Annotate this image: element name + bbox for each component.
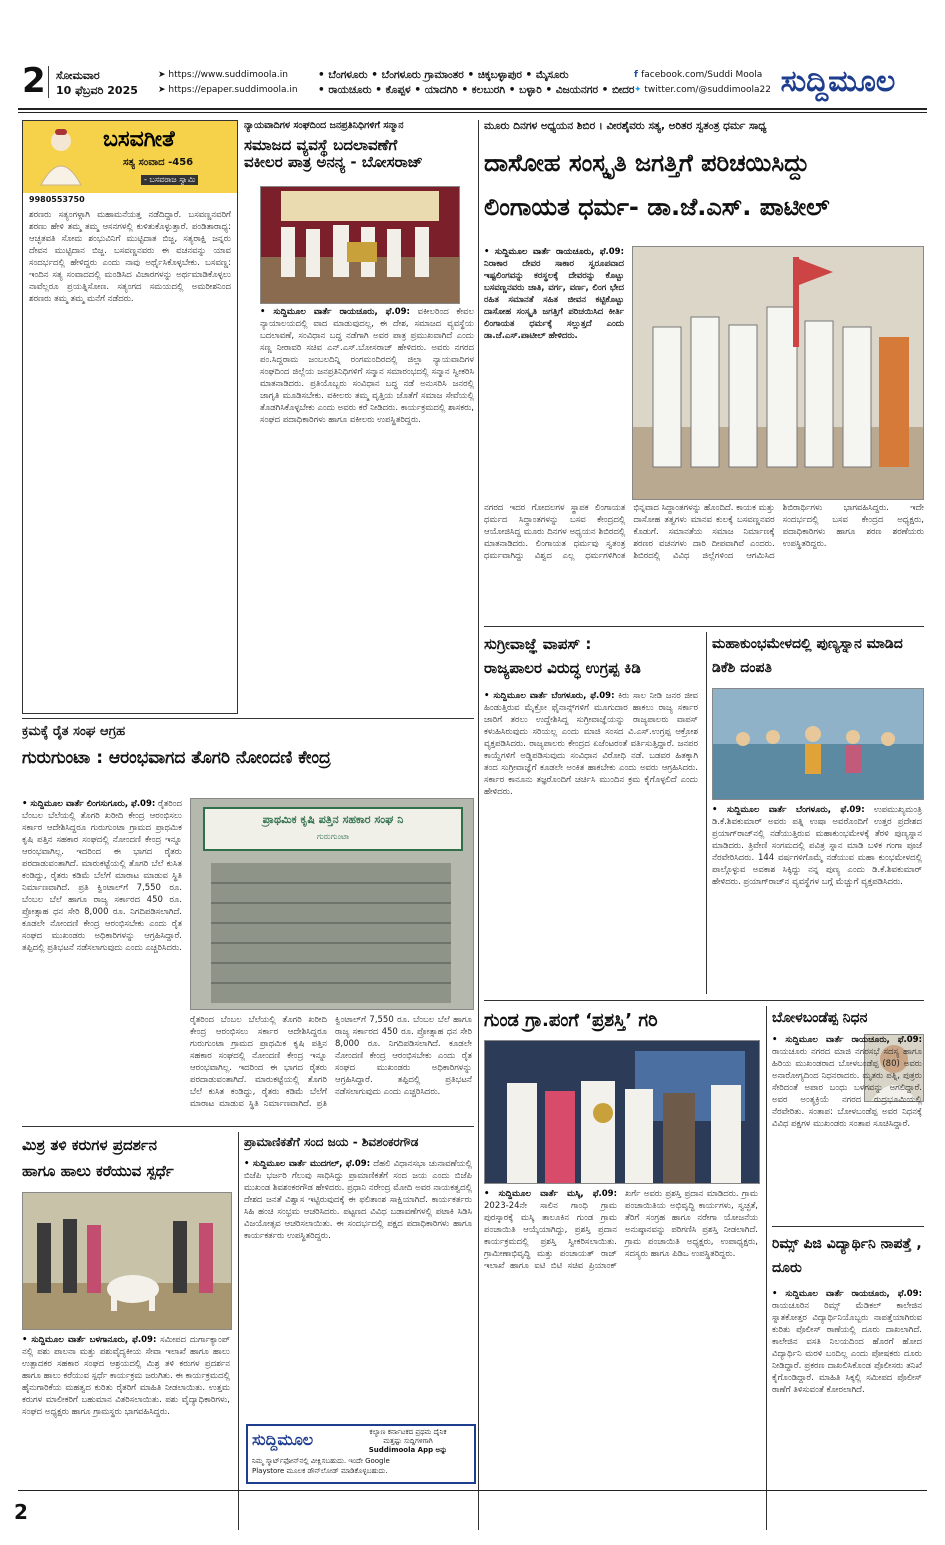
city-row-2: • ರಾಯಚೂರು • ಕೊಪ್ಪಳ • ಯಾದಗಿರಿ • ಕಲಬುರಗಿ • ಬಳ್ಳಾರಿ • ವಿಜಯನಗರ • ಬೀದರ <box>318 84 635 96</box>
article-body: • ಸುದ್ದಿಮೂಲ ವಾರ್ತೆ ರಾಯಚೂರು, ಫೆ.09: ವಕೀಲರಿಂದ ಕೇವಲ ನ್ಯಾಯಾಲಯದಲ್ಲಿ ವಾದ ಮಾಡುವುದಲ್ಲ, ಈ ದೇಶ, ಸಮಾಜದ ವ್ಯವಸ್ಥೆಯ ಬದಲಾವಣೆ, ಸಂವಿಧಾನ ಬದ್ಧ ನಡೆಗಾಗಿ ಅವರ ಪಾತ್ರ ಪ್ರಮುಖವಾಗಿದೆ ಎಂದು ಸಣ್ಣ ನೀರಾವರಿ ಸಚಿವ ಎನ್.ಎಸ್.ಬೋಸರಾಜ್ ಹೇಳಿದರು. ಅವರು ನಗರದ ಪಂ.ಸಿದ್ದರಾಮ ಜಂಬಲದಿನ್ನಿ ರಂಗಮಂದಿರದಲ್ಲಿ ಜಿಲ್ಲಾ ನ್ಯಾಯವಾದಿಗಳ ಸಂಘದಿಂದ ಜಿಲ್ಲೆಯ ಜನಪ್ರತಿನಿಧಿಗಳಿಗೆ ಸನ್ಮಾನ ಸಮಾರಂಭದಲ್ಲಿ ಸನ್ಮಾನ ಸ್ವೀಕರಿಸಿ ಮಾತನಾಡಿದರು. ಪ್ರತಿಯೊಬ್ಬರು ಸಂವಿಧಾನ ಬದ್ಧ ನಡೆ ಅನುಸರಿಸಿ ಜನರಲ್ಲಿ ಜಾಗೃತಿ ಮೂಡಿಸಬೇಕು. ವಕೀಲರು ತಮ್ಮ ವೃತ್ತಿಯ ಜೊತೆಗೆ ಸಮಾಜ ಸೇವೆಯಲ್ಲಿ ತೊಡಗಿಸಿಕೊಳ್ಳಬೇಕು ಎಂದು ಅವರು ಕರೆ ನೀಡಿದರು. ಕಾರ್ಯಕ್ರಮದಲ್ಲಿ ಶಾಸಕರು, ಸಂಘದ ಪದಾಧಿಕಾರಿಗಳು ಹಾಗೂ ವಕೀಲರು ಉಪಸ್ಥಿತರಿದ್ದರು. <box>260 307 474 425</box>
article-body: • ಸುದ್ದಿಮೂಲ ವಾರ್ತೆ ಬಳಗಾನೂರು, ಫೆ.09: ಸಮೀಪದ ದುರ್ಗಾಕ್ಯಾಂಪ್ ನಲ್ಲಿ ಪಶು ಪಾಲನಾ ಮತ್ತು ಪಶುವೈದ್ಯಕೀಯ ಸೇವಾ ಇಲಾಖೆ ಹಾಗೂ ಹಾಲು ಉತ್ಪಾದಕರ ಸಹಕಾರ ಸಂಘದ ಆಶ್ರಯದಲ್ಲಿ ಮಿಶ್ರ ತಳಿ ಕರುಗಳ ಪ್ರದರ್ಶನ ಹಾಗೂ ಹಾಲು ಕರೆಯುವ ಸ್ಪರ್ಧೆ ಕಾರ್ಯಕ್ರಮ ಜರುಗಿತು. ಈ ಕಾರ್ಯಕ್ರಮದಲ್ಲಿ ಹೈನುಗಾರಿಕೆಯ ಮಹತ್ವದ ಕುರಿತು ರೈತರಿಗೆ ಮಾಹಿತಿ ನೀಡಲಾಯಿತು. ಉತ್ತಮ ಕರುಗಳ ಮಾಲೀಕರಿಗೆ ಬಹುಮಾನ ವಿತರಿಸಲಾಯಿತು. ಪಶು ವೈದ್ಯಾಧಿಕಾರಿಗಳು, ಸಂಘದ ಅಧ್ಯಕ್ಷರು ಹಾಗೂ ಗ್ರಾಮಸ್ಥರು ಭಾಗವಹಿಸಿದ್ದರು. <box>22 1335 230 1417</box>
article-bose <box>244 120 474 712</box>
app-promo-ad[interactable] <box>246 1424 476 1484</box>
author-phone: 9980553750 <box>29 195 85 204</box>
photo-calf-show <box>22 1192 232 1330</box>
column-title: ಬಸವಗೀತೆ <box>103 127 175 152</box>
dateline: • ಸುದ್ದಿಮೂಲ ವಾರ್ತೆ <box>484 1189 558 1199</box>
article-body: • ಸುದ್ದಿಮೂಲ ವಾರ್ತೆ ಬೆಂಗಳೂರು, ಫೆ.09: ಉಪಮುಖ್ಯಮಂತ್ರಿ ಡಿ.ಕೆ.ಶಿವಕುಮಾರ್ ಅವರು ಪತ್ನಿ ಉಷಾ ಅವರೊಂದಿಗೆ ಉತ್ತರ ಪ್ರದೇಶದ ಪ್ರಯಾಗ್‌ರಾಜ್‌ನಲ್ಲಿ ನಡೆಯುತ್ತಿರುವ ಮಹಾಕುಂಭಮೇಳಕ್ಕೆ ತೆರಳಿ ಪುಣ್ಯಸ್ನಾನ ಮಾಡಿದರು. ತ್ರಿವೇಣಿ ಸಂಗಮದಲ್ಲಿ ಪವಿತ್ರ ಸ್ನಾನ ಮಾಡಿ ಬಳಿಕ ಗಂಗಾ ಪೂಜೆ ನೆರವೇರಿಸಿದರು. 144 ವರ್ಷಗಳಿಗೊಮ್ಮೆ ನಡೆಯುವ ಮಹಾ ಕುಂಭಮೇಳದಲ್ಲಿ ಪಾಲ್ಗೊಳ್ಳುವ ಅವಕಾಶ ಸಿಕ್ಕಿದ್ದು ನನ್ನ ಪುಣ್ಯ ಎಂದು ಡಿ.ಕೆ.ಶಿವಕುಮಾರ್ ಹೇಳಿದರು. ಪ್ರಯಾಗ್‌ರಾಜ್‌ನ ವ್ಯವಸ್ಥೆಗಳ ಬಗ್ಗೆ ಮೆಚ್ಚುಗೆ ವ್ಯಕ್ತಪಡಿಸಿದರು. <box>712 805 922 887</box>
society-board: ಪ್ರಾಥಮಿಕ ಕೃಷಿ ಪತ್ತಿನ ಸಹಕಾರ ಸಂಘ ನಿ ಗುರುಗುಂಟಾ <box>203 807 463 851</box>
ad-footer: ನಿಮ್ಮ ಸ್ಮಾರ್ಟ್‌ಫೋನ್‌ನಲ್ಲಿ ವೀಕ್ಷಿಸಬಹುದು. ಇಂದೇ Google Playstore ಮೂಲಕ ಡೌನ್‌ಲೋಡ್ ಮಾಡಿಕೊಳ್ಳಬಹುದು. <box>252 1457 390 1475</box>
dateline: • ಸುದ್ದಿಮೂಲ ವಾರ್ತೆ <box>772 1035 844 1045</box>
article-body-continued: ರೈತರಿಂದ ಬೆಂಬಲ ಬೆಲೆಯಲ್ಲಿ ತೊಗರಿ ಖರೀದಿ ಕೇಂದ್ರ ಆರಂಭಿಸಲು ಸರ್ಕಾರ ಆದೇಶಿಸಿದ್ದರೂ ಗುರುಗುಂಟಾ ಗ್ರಾಮದ ಪ್ರಾಥಮಿಕ ಕೃಷಿ ಪತ್ತಿನ ಸಹಕಾರ ಸಂಘದಲ್ಲಿ ನೋಂದಣಿ ಕೇಂದ್ರ ಇನ್ನೂ ಆರಂಭವಾಗಿಲ್ಲ. ಇದರಿಂದ ಈ ಭಾಗದ ರೈತರು ಪರದಾಡುವಂತಾಗಿದೆ. ಮಾರುಕಟ್ಟೆಯಲ್ಲಿ ತೊಗರಿ ಬೆಲೆ ಕುಸಿತ ಕಂಡಿದ್ದು, ರೈತರು ಕಡಿಮೆ ಬೆಲೆಗೆ ಮಾರಾಟ ಮಾಡುವ ಸ್ಥಿತಿ ನಿರ್ಮಾಣವಾಗಿದೆ. ಪ್ರತಿ ಕ್ವಿಂಟಾಲ್‌ಗೆ 7,550 ರೂ. ಬೆಂಬಲ ಬೆಲೆ ಹಾಗೂ ರಾಜ್ಯ ಸರ್ಕಾರದ 450 ರೂ. ಪ್ರೋತ್ಸಾಹ ಧನ ಸೇರಿ 8,000 ರೂ. ನಿಗದಿಪಡಿಸಲಾಗಿದೆ. ಕೂಡಲೇ ನೋಂದಣಿ ಕೇಂದ್ರ ಆರಂಭಿಸಬೇಕು ಎಂದು ರೈತ ಸಂಘದ ಮುಖಂಡರು ಅಧಿಕಾರಿಗಳನ್ನು ಆಗ್ರಹಿಸಿದ್ದಾರೆ. ತಪ್ಪಿದಲ್ಲಿ ಪ್ರತಿಭಟನೆ ನಡೆಸಲಾಗುವುದು ಎಂದು ಎಚ್ಚರಿಸಿದರು. <box>190 1015 472 1109</box>
basavanna-portrait <box>29 125 93 189</box>
article-obituary <box>772 1006 924 1220</box>
article-suggi <box>484 632 702 994</box>
dateline: • ಸುದ್ದಿಮೂಲ ವಾರ್ತೆ <box>772 1289 844 1299</box>
article-body: • ಸುದ್ದಿಮೂಲ ವಾರ್ತೆ ಬೆಂಗಳೂರು, ಫೆ.09: ಕಿರು ಸಾಲ ನೀಡಿ ಜನರ ಜೀವ ಹಿಂಡುತ್ತಿರುವ ಮೈಕ್ರೋ ಫೈನಾನ್ಸ್‌ಗಳಿಗೆ ಮೂಗುದಾರ ಹಾಕಲು ರಾಜ್ಯ ಸರ್ಕಾರ ಜಾರಿಗೆ ತರಲು ಉದ್ದೇಶಿಸಿದ್ದ ಸುಗ್ರೀವಾಜ್ಞೆಯನ್ನು ರಾಜ್ಯಪಾಲರು ವಾಪಸ್ ಕಳುಹಿಸಿರುವುದು ಸರಿಯಲ್ಲ ಎಂದು ಮಾಜಿ ಸಂಸದ ವಿ.ಎಸ್.ಉಗ್ರಪ್ಪ ಆಕ್ರೋಶ ವ್ಯಕ್ತಪಡಿಸಿದರು. ರಾಜ್ಯಪಾಲರು ಕೇಂದ್ರದ ಏಜೆಂಟರಂತೆ ವರ್ತಿಸುತ್ತಿದ್ದಾರೆ. ಜನಪರ ಕಾಯ್ದೆಗಳಿಗೆ ಅಡ್ಡಿಪಡಿಸುವುದು ಸಂವಿಧಾನ ವಿರೋಧಿ ನಡೆ. ಬಡವರ ಹಿತಕ್ಕಾಗಿ ತಂದ ಸುಗ್ರೀವಾಜ್ಞೆಗೆ ಕೂಡಲೇ ಅಂಕಿತ ಹಾಕಬೇಕು ಎಂದು ಅವರು ಆಗ್ರಹಿಸಿದರು. ಸರ್ಕಾರ ಕಾನೂನು ತಜ್ಞರೊಂದಿಗೆ ಚರ್ಚಿಸಿ ಮುಂದಿನ ಕ್ರಮ ಕೈಗೊಳ್ಳಲಿದೆ ಎಂದು ಹೇಳಿದರು. <box>484 691 698 797</box>
date-block <box>56 68 138 98</box>
column-subtitle: ಸತ್ಯ ಸಂವಾದ -456 <box>123 157 194 168</box>
article-kumbh <box>712 632 924 994</box>
kicker: ನ್ಯಾಯವಾದಿಗಳ ಸಂಘದಿಂದ ಜನಪ್ರತಿನಿಧಿಗಳಿಗೆ ಸನ್ಮಾನ <box>244 120 404 131</box>
headline: ದಾಸೋಹ ಸಂಸ್ಕೃತಿ ಜಗತ್ತಿಗೆ ಪರಿಚಯಿಸಿದ್ದು ಲಿಂಗಾಯತ ಧರ್ಮ- ಡಾ.ಜೆ.ಎಸ್. ಪಾಟೀಲ್ <box>484 149 830 221</box>
dateline: • ಸುದ್ದಿಮೂಲ ವಾರ್ತೆ <box>22 1335 86 1345</box>
article-mishra <box>22 1132 232 1530</box>
headline: ಪ್ರಾಮಾಣಿಕತೆಗೆ ಸಂದ ಜಯ - ಶಿವಶಂಕರಗೌಡ <box>244 1135 419 1149</box>
twitter-link[interactable]: ✦ twitter.com/@suddimoola22 <box>634 85 771 95</box>
article-lead: • ಸುದ್ದಿಮೂಲ ವಾರ್ತೆ ರಾಯಚೂರು, ಫೆ.09: ನಿರಾಕಾರ ದೇವರ ಸಾಕಾರ ಸ್ವರೂಪವಾದ ಇಷ್ಟಲಿಂಗವನ್ನು ಕರಸ್ಥಲಕ್ಕೆ ದೇವರನ್ನು ಕೊಟ್ಟು ಬಸವಣ್ಣನವರು ಜಾತಿ, ವರ್ಗ, ವರ್ಣ, ಲಿಂಗ ಭೇದ ರಹಿತ ಸಮಾನತೆ ಸಹಿತ ಜೀವನ ಕಟ್ಟಿಕೊಟ್ಟು ದಾಸೋಹ ಸಂಸ್ಕೃತಿ ಜಗತ್ತಿಗೆ ಪರಿಚಯಿಸಿದ ಕೀರ್ತಿ ಲಿಂಗಾಯತ ಧರ್ಮಕ್ಕೆ ಸಲ್ಲುತ್ತದೆ ಎಂದು ಡಾ.ಜೆ.ಎಸ್.ಪಾಟೀಲ್ ಹೇಳಿದರು. <box>484 247 624 341</box>
website-links <box>158 68 298 98</box>
headline: ಗುರುಗುಂಟಾ : ಆರಂಭವಾಗದ ತೊಗರಿ ನೋಂದಣಿ ಕೇಂದ್ರ <box>22 748 331 768</box>
footer-page-number: 2 <box>14 1500 28 1524</box>
dateline: • ಸುದ್ದಿಮೂಲ ವಾರ್ತೆ <box>712 805 787 815</box>
article-body: ನಗರದ ಇದರ ಗೋದಲಗಳ ಸ್ಥಾಪಕ ಲಿಂಗಾಯತ ಧರ್ಮದ ಸಿದ್ಧಾಂತಗಳನ್ನು ಬಸವ ಕೇಂದ್ರದಲ್ಲಿ ಆಯೋಜಿಸಿದ್ದ ಮೂರು ದಿನಗಳ ಅಧ್ಯಯನ ಶಿಬಿರದಲ್ಲಿ ಮಾತನಾಡಿದರು. ಲಿಂಗಾಯತ ಧರ್ಮವು ಸ್ವತಂತ್ರ ಧರ್ಮವಾಗಿದ್ದು ವಿಶ್ವದ ಎಲ್ಲ ಧರ್ಮಗಳಿಗಿಂತ ಭಿನ್ನವಾದ ಸಿದ್ಧಾಂತಗಳನ್ನು ಹೊಂದಿದೆ. ಕಾಯಕ ಮತ್ತು ದಾಸೋಹ ತತ್ವಗಳು ಮಾನವ ಕುಲಕ್ಕೆ ಬಸವಣ್ಣನವರ ಕೊಡುಗೆ. ಸಮಾನತೆಯ ಸಮಾಜ ನಿರ್ಮಾಣಕ್ಕೆ ಶರಣರ ವಚನಗಳು ದಾರಿ ದೀಪವಾಗಿವೆ ಎಂದರು. ಶಿಬಿರದಲ್ಲಿ ವಿವಿಧ ಜಿಲ್ಲೆಗಳಿಂದ ಆಗಮಿಸಿದ ಶಿಬಿರಾರ್ಥಿಗಳು ಭಾಗವಹಿಸಿದ್ದರು. ಇದೇ ಸಂದರ್ಭದಲ್ಲಿ ಬಸವ ಕೇಂದ್ರದ ಅಧ್ಯಕ್ಷರು, ಪದಾಧಿಕಾರಿಗಳು ಹಾಗೂ ಶರಣ ಶರಣೆಯರು ಉಪಸ್ಥಿತರಿದ್ದರು. <box>484 503 924 561</box>
article-body: • ಸುದ್ದಿಮೂಲ ವಾರ್ತೆ ಮುದಗಲ್, ಫೆ.09: ದೆಹಲಿ ವಿಧಾನಸಭಾ ಚುನಾವಣೆಯಲ್ಲಿ ಬಿಜೆಪಿ ಭರ್ಜರಿ ಗೆಲುವು ಸಾಧಿಸಿದ್ದು ಪ್ರಾಮಾಣಿಕತೆಗೆ ಸಂದ ಜಯ ಎಂದು ಬಿಜೆಪಿ ಮುಖಂಡ ಶಿವಶಂಕರಗೌಡ ಹೇಳಿದರು. ಪ್ರಧಾನಿ ನರೇಂದ್ರ ಮೋದಿ ಅವರ ನಾಯಕತ್ವದಲ್ಲಿ ದೇಶದ ಜನತೆ ವಿಶ್ವಾಸ ಇಟ್ಟಿರುವುದಕ್ಕೆ ಈ ಫಲಿತಾಂಶ ಸಾಕ್ಷಿಯಾಗಿದೆ. ಕಾರ್ಯಕರ್ತರು ಸಿಹಿ ಹಂಚಿ ಸಂಭ್ರಮ ಆಚರಿಸಿದರು. ಪಟ್ಟಣದ ವಿವಿಧ ಬಡಾವಣೆಗಳಲ್ಲಿ ಪಟಾಕಿ ಸಿಡಿಸಿ ವಿಜಯೋತ್ಸವ ಆಚರಿಸಲಾಯಿತು. ಈ ಸಂದರ್ಭದಲ್ಲಿ ಪಕ್ಷದ ಪದಾಧಿಕಾರಿಗಳು ಹಾಗೂ ಕಾರ್ಯಕರ್ತರು ಉಪಸ್ಥಿತರಿದ್ದರು. <box>244 1159 472 1241</box>
article-gunda <box>484 1006 760 1530</box>
headline: ಮಿಶ್ರ ತಳಿ ಕರುಗಳ ಪ್ರದರ್ಶನ ಹಾಗೂ ಹಾಲು ಕರೆಯುವ ಸ್ಪರ್ಧೆ <box>22 1136 174 1180</box>
day: ಸೋಮವಾರ <box>56 69 100 82</box>
headline: ಸುಗ್ರೀವಾಜ್ಞೆ ವಾಪಸ್ : ರಾಜ್ಯಪಾಲರ ವಿರುದ್ಧ ಉಗ್ರಪ್ಪ ಕಿಡಿ <box>484 635 641 677</box>
ad-logo: ಸುದ್ದಿಮೂಲ <box>252 1430 314 1449</box>
dateline: • ಸುದ್ದಿಮೂಲ ವಾರ್ತೆ <box>260 307 332 317</box>
photo-seminar <box>632 246 924 500</box>
headline: ಬೋಳಬಂಡೆಪ್ಪ ನಿಧನ <box>772 1010 868 1026</box>
photo-award-ceremony <box>484 1040 760 1184</box>
ad-text: ಕಲ್ಯಾಣ ಕರ್ನಾಟಕದ ಪ್ರಥಮ ದೈನಿಕ ಮತ್ತಷ್ಟು ಸುದ್ದಿಗಳಿಗಾಗಿ Suddimoola App ಅನ್ನು <box>368 1428 448 1454</box>
headline: ಗುಂಡ ಗ್ರಾ.ಪಂಗೆ ‘ಪ್ರಶಸ್ತಿ’ ಗರಿ <box>484 1010 658 1031</box>
website-link[interactable]: ➤ https://www.suddimoola.in <box>158 70 288 80</box>
globe-icon: ➤ <box>158 85 169 95</box>
article-shiva <box>244 1132 474 1418</box>
article-dasoha <box>484 120 924 620</box>
city-editions <box>318 68 634 98</box>
facebook-link[interactable]: f facebook.com/Suddi Moola <box>634 70 763 80</box>
facebook-icon: f <box>634 70 642 80</box>
basavageethe-header <box>23 121 237 193</box>
article-body: • ಸುದ್ದಿಮೂಲ ವಾರ್ತೆ ರಾಯಚೂರು, ಫೆ.09: ರಾಯಚೂರಿನ ರಿಮ್ಸ್ ಮೆಡಿಕಲ್ ಕಾಲೇಜಿನ ಸ್ನಾತಕೋತ್ತರ ವಿದ್ಯಾರ್ಥಿನಿಯೊಬ್ಬರು ನಾಪತ್ತೆಯಾಗಿರುವ ಕುರಿತು ಪೊಲೀಸ್ ಠಾಣೆಯಲ್ಲಿ ದೂರು ದಾಖಲಾಗಿದೆ. ಕಾಲೇಜಿನ ವಸತಿ ನಿಲಯದಿಂದ ಹೊರಗೆ ಹೋದ ವಿದ್ಯಾರ್ಥಿನಿ ಮರಳಿ ಬಂದಿಲ್ಲ ಎಂದು ಪೋಷಕರು ದೂರು ನೀಡಿದ್ದಾರೆ. ಪ್ರಕರಣ ದಾಖಲಿಸಿಕೊಂಡ ಪೊಲೀಸರು ತನಿಖೆ ಕೈಗೊಂಡಿದ್ದಾರೆ. ಮಾಹಿತಿ ಸಿಕ್ಕಲ್ಲಿ ಸಮೀಪದ ಪೊಲೀಸ್ ಠಾಣೆಗೆ ತಿಳಿಸುವಂತೆ ಕೋರಲಾಗಿದೆ. <box>772 1289 922 1395</box>
photo-cooperative-society <box>190 798 474 1010</box>
photo-kumbh <box>712 688 924 800</box>
article-body: • ಸುದ್ದಿಮೂಲ ವಾರ್ತೆ ರಾಯಚೂರು, ಫೆ.09: ರಾಯಚೂರು ನಗರದ ಮಾಜಿ ನಗರಸಭೆ ಸದಸ್ಯ ಹಾಗೂ ಹಿರಿಯ ಮುಖಂಡರಾದ ಬೋಳಬಂಡೆಪ್ಪ (80) ಅವರು ಅನಾರೋಗ್ಯದಿಂದ ನಿಧನರಾದರು. ಮೃತರು ಪತ್ನಿ, ಪುತ್ರರು ಸೇರಿದಂತೆ ಅಪಾರ ಬಂಧು ಬಳಗವನ್ನು ಅಗಲಿದ್ದಾರೆ. ಅವರ ಅಂತ್ಯಕ್ರಿಯೆ ನಗರದ ರುದ್ರಭೂಮಿಯಲ್ಲಿ ನೆರವೇರಿತು. ಸಂತಾಪ: ಬೋಳಬಂಡೆಪ್ಪ ಅವರ ನಿಧನಕ್ಕೆ ವಿವಿಧ ಪಕ್ಷಗಳ ಮುಖಂಡರು ಸಂತಾಪ ಸೂಚಿಸಿದ್ದಾರೆ. <box>772 1035 922 1129</box>
globe-icon: ➤ <box>158 70 169 80</box>
dateline: • ಸುದ್ದಿಮೂಲ ವಾರ್ತೆ <box>22 799 84 809</box>
article-rims <box>772 1232 924 1530</box>
city-row-1: • ಬೆಂಗಳೂರು • ಬೆಂಗಳೂರು ಗ್ರಾಮಾಂತರ • ಚಿಕ್ಕಬಳ್ಳಾಪುರ • ಮೈಸೂರು <box>318 69 569 81</box>
dateline: • ಸುದ್ದಿಮೂಲ ವಾರ್ತೆ <box>244 1159 307 1169</box>
headline: ಮಹಾಕುಂಭಮೇಳದಲ್ಲಿ ಪುಣ್ಯಸ್ನಾನ ಮಾಡಿದ ಡಿಕೆಶಿ ದಂಪತಿ <box>712 636 903 676</box>
column-author: - ಬಸವರಾಜ ಸ್ವಾಮಿ <box>141 175 198 185</box>
dateline: • ಸುದ್ದಿಮೂಲ ವಾರ್ತೆ <box>484 247 551 257</box>
page-number: 2 <box>22 61 46 101</box>
social-links <box>634 68 771 98</box>
basavageethe-body: ಶರಣರು ಸತ್ಯಂಗಳ್ಗಾಗಿ ಮಹಾಮನೆಯತ್ತ ನಡೆದಿದ್ದಾರೆ. ಬಸವಣ್ಣನವರಿಗೆ ಶರಣು ಹೇಳಿ ತಮ್ಮ ತಮ್ಮ ಆಸನಗಳಲ್ಲಿ ಕುಳಿತುಕೊಳ್ಳುತ್ತಾರೆ. ಪಂಡಿತಾರಾಧ್ಯ: ಆಚ್ಛತವತಿ ಸೋಮ ಶಂಭುವಿನಿಗೆ ಮುಟ್ಟಿದಾತ ಬಿಜ್ಜ, ಸತ್ಯರಾಕ್ಷಿ ಜನ್ನರು ದೇವನ ಮುಟ್ಟಿದಾನ ಬಿಜ್ಜ. ಬಸವಣ್ಣನವರು ಈ ವಚನವನ್ನು ಯಾವ ಸಂದರ್ಭದಲ್ಲಿ ಹೇಳಿದ್ದರು ಎಂದು ನಾವು ಅರ್ಥೈಸಿಕೊಳ್ಳಬೇಕು. ಬಸವಣ್ಣ: ಇಂದಿನ ಸತ್ಯ ಸಂವಾದದಲ್ಲಿ ಮಂಡಿಸಿದ ವಿಚಾರಗಳನ್ನು ಅರ್ಥಮಾಡಿಕೊಳ್ಳಲು ನಾವೆಲ್ಲರೂ ಪ್ರಯತ್ನಿಸೋಣ. ಸತ್ಯಂಗದ ಸಮಯದಲ್ಲಿ ಅಮರೀಶನಿಂದ ಶರಣರು ತಮ್ಮ ತಮ್ಮ ಮನೆಗೆ ನಡೆದರು. <box>29 210 231 304</box>
kicker: ಕ್ರಮಕ್ಕೆ ರೈತ ಸಂಘ ಆಗ್ರಹ <box>22 724 126 739</box>
article-body: • ಸುದ್ದಿಮೂಲ ವಾರ್ತೆ ಲಿಂಗಸುಗೂರು, ಫೆ.09: ರೈತರಿಂದ ಬೆಂಬಲ ಬೆಲೆಯಲ್ಲಿ ತೊಗರಿ ಖರೀದಿ ಕೇಂದ್ರ ಆರಂಭಿಸಲು ಸರ್ಕಾರ ಆದೇಶಿಸಿದ್ದರೂ ಗುರುಗುಂಟಾ ಗ್ರಾಮದ ಪ್ರಾಥಮಿಕ ಕೃಷಿ ಪತ್ತಿನ ಸಹಕಾರ ಸಂಘದಲ್ಲಿ ನೋಂದಣಿ ಕೇಂದ್ರ ಇನ್ನೂ ಆರಂಭವಾಗಿಲ್ಲ. ಇದರಿಂದ ಈ ಭಾಗದ ರೈತರು ಪರದಾಡುವಂತಾಗಿದೆ. ಮಾರುಕಟ್ಟೆಯಲ್ಲಿ ತೊಗರಿ ಬೆಲೆ ಕುಸಿತ ಕಂಡಿದ್ದು, ರೈತರು ಕಡಿಮೆ ಬೆಲೆಗೆ ಮಾರಾಟ ಮಾಡುವ ಸ್ಥಿತಿ ನಿರ್ಮಾಣವಾಗಿದೆ. ಪ್ರತಿ ಕ್ವಿಂಟಾಲ್‌ಗೆ 7,550 ರೂ. ಬೆಂಬಲ ಬೆಲೆ ಹಾಗೂ ರಾಜ್ಯ ಸರ್ಕಾರದ 450 ರೂ. ಪ್ರೋತ್ಸಾಹ ಧನ ಸೇರಿ 8,000 ರೂ. ನಿಗದಿಪಡಿಸಲಾಗಿದೆ. ಕೂಡಲೇ ನೋಂದಣಿ ಕೇಂದ್ರ ಆರಂಭಿಸಬೇಕು ಎಂದು ರೈತ ಸಂಘದ ಮುಖಂಡರು ಅಧಿಕಾರಿಗಳನ್ನು ಆಗ್ರಹಿಸಿದ್ದಾರೆ. ತಪ್ಪಿದಲ್ಲಿ ಪ್ರತಿಭಟನೆ ನಡೆಸಲಾಗುವುದು ಎಂದು ಎಚ್ಚರಿಸಿದರು. <box>22 799 182 953</box>
headline: ಸಮಾಜದ ವ್ಯವಸ್ಥೆ ಬದಲಾವಣೆಗೆ ವಕೀಲರ ಪಾತ್ರ ಅನನ್ಯ - ಬೋಸರಾಜ್ <box>244 136 423 172</box>
article-body: • ಸುದ್ದಿಮೂಲ ವಾರ್ತೆ ಮಸ್ಕಿ, ಫೆ.09: 2023-24ನೇ ಸಾಲಿನ ಗಾಂಧಿ ಗ್ರಾಮ ಪುರಸ್ಕಾರಕ್ಕೆ ಮಸ್ಕಿ ತಾಲೂಕಿನ ಗುಂಡ ಗ್ರಾಮ ಪಂಚಾಯಿತಿ ಆಯ್ಕೆಯಾಗಿದ್ದು, ಪ್ರಶಸ್ತಿ ಪ್ರದಾನ ಕಾರ್ಯಕ್ರಮದಲ್ಲಿ ಪ್ರಶಸ್ತಿ ಸ್ವೀಕರಿಸಲಾಯಿತು. ಗ್ರಾಮೀಣಾಭಿವೃದ್ಧಿ ಮತ್ತು ಪಂಚಾಯತ್ ರಾಜ್ ಇಲಾಖೆ ಹಾಗೂ ಐಟಿ ಬಿಟಿ ಸಚಿವ ಪ್ರಿಯಾಂಕ್ ಖರ್ಗೆ ಅವರು ಪ್ರಶಸ್ತಿ ಪ್ರದಾನ ಮಾಡಿದರು. ಗ್ರಾಮ ಪಂಚಾಯಿತಿಯ ಅಭಿವೃದ್ಧಿ ಕಾರ್ಯಗಳು, ಸ್ವಚ್ಛತೆ, ತೆರಿಗೆ ಸಂಗ್ರಹ ಹಾಗೂ ನರೇಗಾ ಯೋಜನೆಯ ಅನುಷ್ಠಾನವನ್ನು ಪರಿಗಣಿಸಿ ಪ್ರಶಸ್ತಿ ನೀಡಲಾಗಿದೆ. ಗ್ರಾಮ ಪಂಚಾಯಿತಿ ಅಧ್ಯಕ್ಷರು, ಉಪಾಧ್ಯಕ್ಷರು, ಸದಸ್ಯರು ಹಾಗೂ ಪಿಡಿಒ ಉಪಸ್ಥಿತರಿದ್ದರು. <box>484 1189 758 1271</box>
twitter-icon: ✦ <box>634 85 645 95</box>
epaper-link[interactable]: ➤ https://epaper.suddimoola.in <box>158 85 298 95</box>
date: 10 ಫೆಬ್ರವರಿ 2025 <box>56 84 138 97</box>
basavageethe-column <box>22 120 238 714</box>
dateline: • ಸುದ್ದಿಮೂಲ ವಾರ್ತೆ <box>484 691 548 701</box>
kicker: ಮೂರು ದಿನಗಳ ಅಧ್ಯಯನ ಶಿಬಿರ । ವೀರಶೈವರು ಸತ್ಯ, ಅರಿತರ ಸ್ವತಂತ್ರ ಧರ್ಮ ಸಾಧ್ಯ <box>484 120 767 132</box>
photo-felicitation <box>260 186 460 304</box>
page-header <box>0 0 945 110</box>
masthead-logo: ಸುದ್ದಿಮೂಲ <box>780 64 896 99</box>
headline: ರಿಮ್ಸ್ ಪಿಜಿ ವಿದ್ಯಾರ್ಥಿನಿ ನಾಪತ್ತೆ , ದೂರು <box>772 1236 922 1276</box>
article-togari <box>22 724 474 1120</box>
